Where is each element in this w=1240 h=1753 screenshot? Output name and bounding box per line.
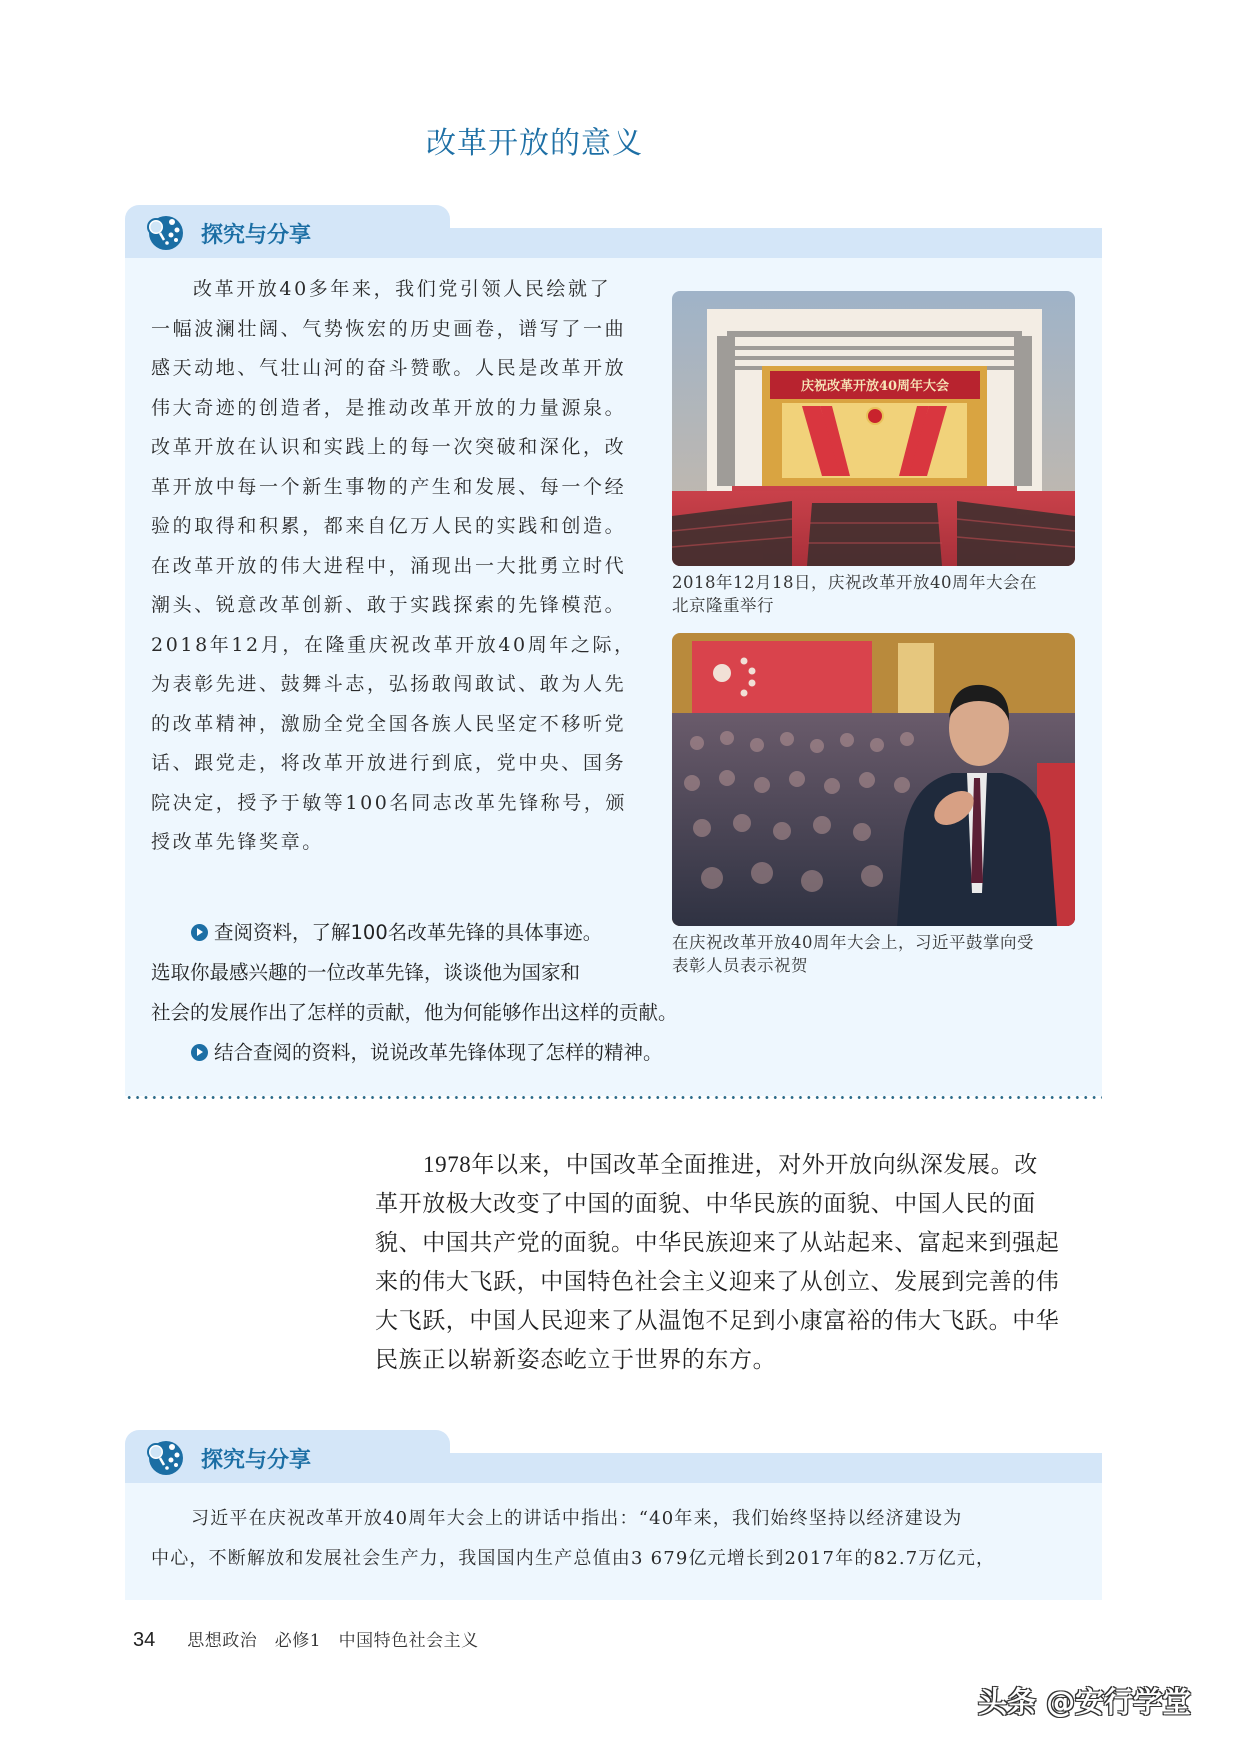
- applause-image: [672, 633, 1075, 926]
- paragraph-line: 2018年12月，在隆重庆祝改革开放40周年之际，: [151, 633, 636, 656]
- paragraph-line: 潮头、锐意改革创新、敢于实践探索的先锋模范。: [151, 594, 627, 616]
- magnifier-globe-icon: [145, 1438, 185, 1478]
- paragraph-line: 中心，不断解放和发展社会生产力，我国国内生产总值由3 679亿元增长到2017年的82.7万亿元，: [151, 1548, 996, 1569]
- paragraph-line: 革开放中每一个新生事物的产生和发展、每一个经: [151, 475, 627, 498]
- paragraph-line: 改革开放在认识和实践上的每一次突破和深化，改: [151, 436, 627, 458]
- section-title: 改革开放的意义: [426, 126, 643, 161]
- paragraph-line: 习近平在庆祝改革开放40周年大会上的讲话中指出：“40年来，我们始终坚持以经济建设为: [191, 1508, 963, 1529]
- paragraph-line: 感天动地、气壮山河的奋斗赞歌。人民是改革开放: [151, 357, 627, 379]
- box-body: [125, 1483, 1102, 1600]
- paragraph-line: 革开放极大改变了中国的面貌、中华民族的面貌、中国人民的面: [375, 1191, 1036, 1216]
- speech-quote-paragraph: [151, 1499, 1081, 1579]
- paragraph-line: 民族正以崭新姿态屹立于世界的东方。: [375, 1347, 777, 1372]
- arrow-bullet-icon: [191, 924, 208, 941]
- paragraph-line: 的改革精神，激励全党全国各族人民坚定不移听党: [151, 712, 627, 735]
- photo-caption-1: 2018年12月18日，庆祝改革开放40周年大会在 北京隆重举行: [672, 573, 1037, 615]
- task-list: [151, 913, 871, 1073]
- watermark: 头条 @安行学堂: [978, 1685, 1192, 1719]
- paragraph-line: 1978年以来，中国改革全面推进，对外开放向纵深发展。改: [423, 1152, 1038, 1177]
- paragraph-line: 话、跟党走，将改革开放进行到底，党中央、国务: [151, 752, 627, 774]
- box-header: [145, 213, 311, 253]
- page-footer: [133, 1626, 479, 1652]
- explore-share-box-2: [125, 1430, 1102, 1600]
- paragraph-line: 伟大奇迹的创造者，是推动改革开放的力量源泉。: [151, 396, 627, 419]
- box-body: [125, 258, 1102, 1096]
- paragraph-line: 来的伟大飞跃，中国特色社会主义迎来了从创立、发展到完善的伟: [375, 1269, 1060, 1294]
- paragraph-line: 为表彰先进、鼓舞斗志，弘扬敢闯敢试、敢为人先: [151, 673, 627, 695]
- paragraph-line: 在改革开放的伟大进程中，涌现出一大批勇立时代: [151, 554, 627, 577]
- paragraph-line: 改革开放40多年来，我们党引领人民绘就了: [193, 278, 612, 300]
- assembly-hall-image: [672, 291, 1075, 566]
- box-header: [145, 1438, 311, 1478]
- paragraph-line: 大飞跃，中国人民迎来了从温饱不足到小康富裕的伟大飞跃。中华: [375, 1308, 1060, 1333]
- photo-assembly-hall: [672, 291, 1075, 566]
- main-paragraph: [375, 1145, 1100, 1379]
- paragraph-line: 貌、中国共产党的面貌。中华民族迎来了从站起来、富起来到强起: [375, 1230, 1060, 1255]
- dotted-divider: [125, 1096, 1102, 1099]
- page-number: 34: [133, 1629, 156, 1651]
- paragraph-line: 院决定，授予于敏等100名同志改革先锋称号，颁: [151, 791, 628, 814]
- paragraph-line: 验的取得和积累，都来自亿万人民的实践和创造。: [151, 515, 627, 537]
- explore-share-box-1: [125, 205, 1102, 1098]
- task-item-1: 查阅资料，了解100名改革先锋的具体事迹。 选取你最感兴趣的一位改革先锋，谈谈他为国家和 社会的发展作出了怎样的贡献，他为何能够作出这样的贡献。: [151, 921, 678, 1024]
- book-title: 思想政治 必修1 中国特色社会主义: [187, 1631, 479, 1651]
- paragraph-line: 授改革先锋奖章。: [151, 831, 324, 853]
- photo-caption-2: 在庆祝改革开放40周年大会上，习近平鼓掌向受 表彰人员表示祝贺: [672, 933, 1034, 975]
- paragraph-line: 一幅波澜壮阔、气势恢宏的历史画卷，谱写了一曲: [151, 317, 627, 340]
- photo-applause: [672, 633, 1075, 926]
- arrow-bullet-icon: [191, 1044, 208, 1061]
- box-title: 探究与分享: [201, 222, 312, 248]
- box-title: 探究与分享: [201, 1447, 312, 1473]
- magnifier-globe-icon: [145, 213, 185, 253]
- svg-text:庆祝改革开放40周年大会: 庆祝改革开放40周年大会: [800, 379, 950, 394]
- intro-paragraph: [151, 270, 761, 863]
- task-item-2: 结合查阅的资料，说说改革先锋体现了怎样的精神。: [151, 1033, 871, 1073]
